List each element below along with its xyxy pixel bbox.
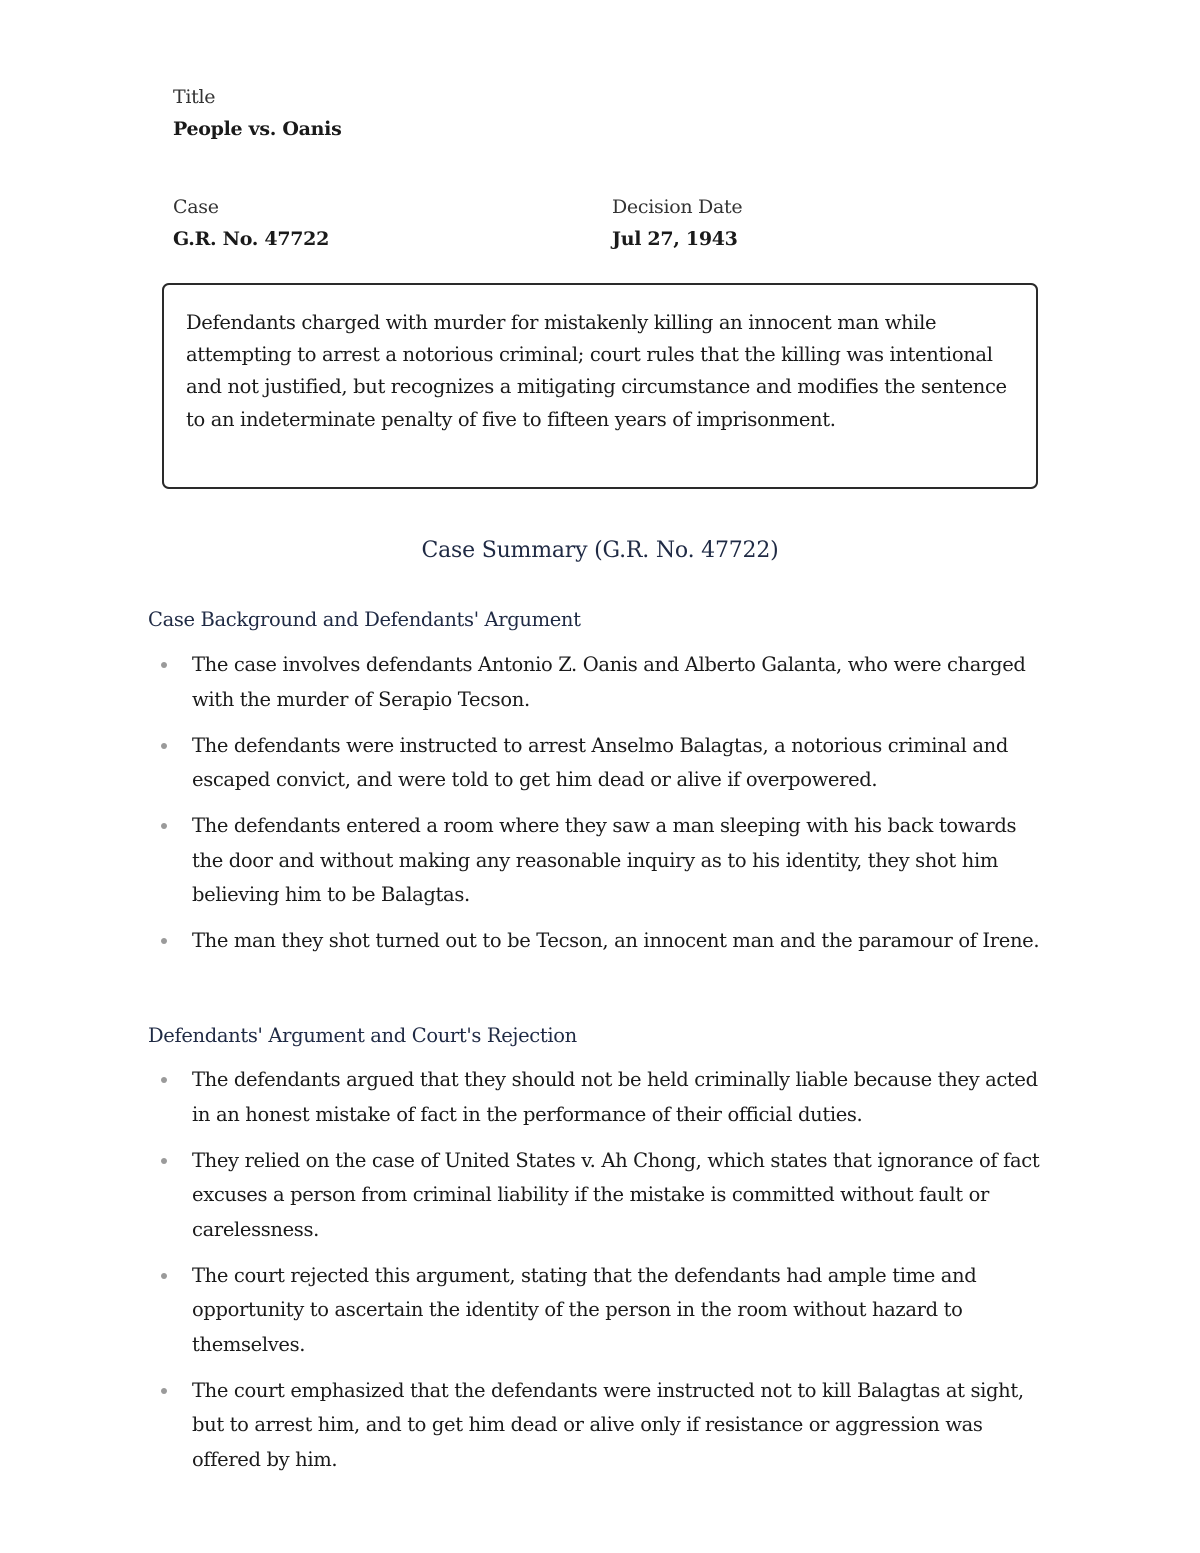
title-label: Title xyxy=(173,86,216,108)
bullet-text: The man they shot turned out to be Tecson, an innocent man and the paramour of Irene. xyxy=(192,929,1040,952)
list-item xyxy=(148,809,1048,913)
case-number: G.R. No. 47722 xyxy=(173,228,330,250)
bullet-icon xyxy=(161,1077,167,1083)
section-title: Defendants' Argument and Court's Rejection xyxy=(148,1024,577,1047)
bullet-text: The court emphasized that the defendants were instructed not to kill Balagtas at sight, but to arrest him, and to get him dead or alive only if resistance or aggression was offered by him. xyxy=(192,1378,1024,1471)
bullet-icon xyxy=(161,1158,167,1164)
list-item xyxy=(148,648,1048,717)
list-item xyxy=(148,729,1048,798)
bullet-icon xyxy=(161,938,167,944)
summary-text: Defendants charged with murder for mistakenly killing an innocent man while attempting to arrest a notorious criminal; court rules that the killing was intentional and not justified, but recognizes a mitigating circumstance and modifies the sentence to an indeterminate penalty of five to fifteen years of imprisonment. xyxy=(186,311,1007,431)
bullet-text: The court rejected this argument, stating that the defendants had ample time and opportunity to ascertain the identity of the person in the room without hazard to themselves. xyxy=(192,1263,977,1356)
bullet-text: The case involves defendants Antonio Z. Oanis and Alberto Galanta, who were charged with the murder of Serapio Tecson. xyxy=(192,653,1026,711)
decision-date-label: Decision Date xyxy=(612,196,743,218)
bullet-icon xyxy=(161,1273,167,1279)
case-title: People vs. Oanis xyxy=(173,118,342,140)
decision-date: Jul 27, 1943 xyxy=(612,228,738,250)
list-item xyxy=(148,1374,1048,1478)
section-bullets xyxy=(148,1063,1048,1489)
bullet-text: They relied on the case of United States v. Ah Chong, which states that ignorance of fact excuses a person from criminal liability if the mistake is committed without fault or carelessness. xyxy=(192,1148,1040,1241)
bullet-icon xyxy=(161,662,167,668)
bullet-text: The defendants entered a room where they saw a man sleeping with his back towards the door and without making any reasonable inquiry as to his identity, they shot him believing him to be Balagtas. xyxy=(192,814,1017,906)
case-label: Case xyxy=(173,196,219,218)
bullet-text: The defendants were instructed to arrest Anselmo Balagtas, a notorious criminal and escaped convict, and were told to get him dead or alive if overpowered. xyxy=(192,733,1008,791)
bullet-icon xyxy=(161,1388,167,1394)
list-item xyxy=(148,1144,1048,1248)
list-item xyxy=(148,1063,1048,1132)
list-item xyxy=(148,1259,1048,1363)
bullet-icon xyxy=(161,743,167,749)
bullet-text: The defendants argued that they should not be held criminally liable because they acted in an honest mistake of fact in the performance of their official duties. xyxy=(192,1068,1038,1126)
case-summary-heading: Case Summary (G.R. No. 47722) xyxy=(421,538,779,563)
section-title: Case Background and Defendants' Argument xyxy=(148,608,581,631)
list-item xyxy=(148,924,1048,959)
section-bullets xyxy=(148,648,1048,970)
bullet-icon xyxy=(161,823,167,829)
summary-box xyxy=(162,283,1038,489)
